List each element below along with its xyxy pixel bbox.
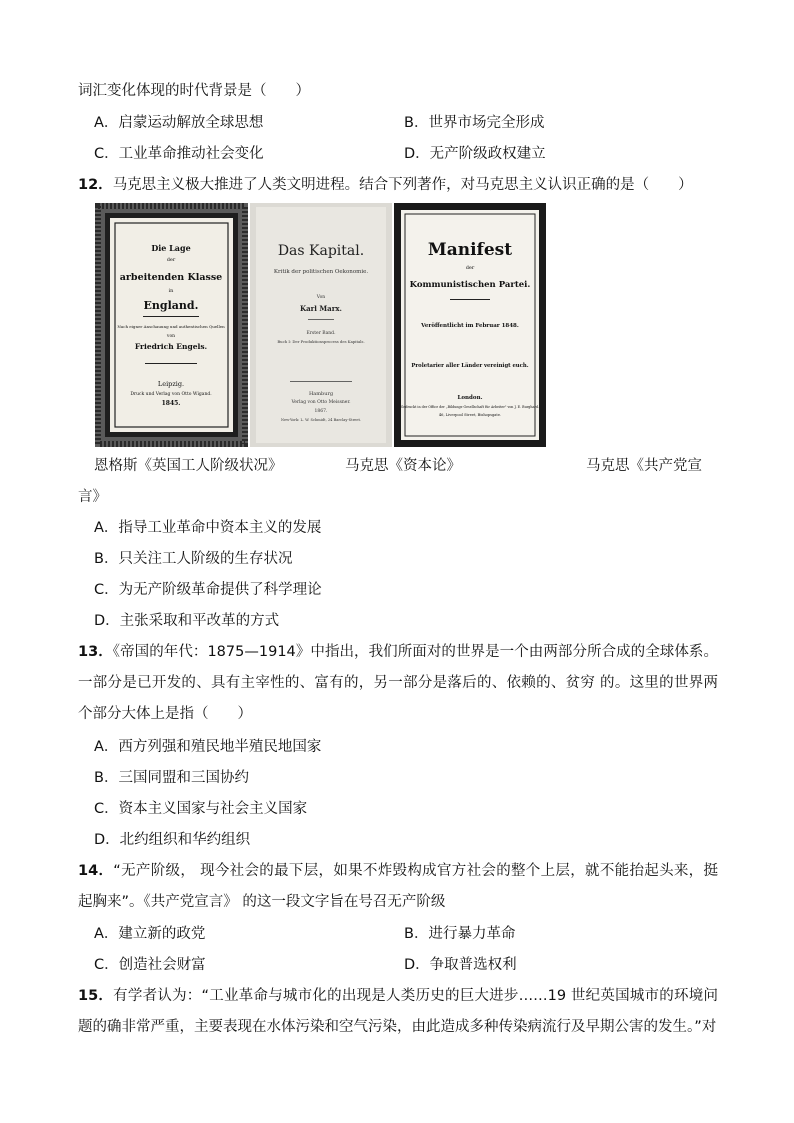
kapital-line-7: Verlag von Otto Meissner. [291,400,351,405]
q12-option-a: A．指导工业革命中资本主义的发展 [94,520,322,536]
kapital-line-0: Das Kapital. [277,243,365,259]
engels-line-5: Nach eigner Anschauung und authentischen Quellen [117,324,225,329]
q14-option-a: A．建立新的政党 [94,926,206,942]
manifest-line-6: Gedruckt in der Office der „Bildungs-Gesellschaft für Arbeiter" von J. E. Burghard. [400,405,540,409]
manifest-line-7: 46, Liverpool Street, Bishopsgate. [438,413,502,417]
manifest-line-5: London. [457,395,483,401]
manifest-line-3: Veröffentlicht im Februar 1848. [421,323,519,329]
q13-option-d: D．北约组织和华约组织 [94,832,251,848]
q11-option-a: A．启蒙运动解放全球思想 [94,115,264,131]
q15-number: 15． [78,988,114,1004]
engels-line-8: Leipzig. [157,380,185,388]
q11-option-c: C．工业革命推动社会变化 [94,146,264,162]
q12-option-b: B．只关注工人阶级的生存状况 [94,551,293,567]
q15-stem [78,981,718,1043]
caption-manifest: 马克思《共产党宣 [586,458,702,474]
q13-stem [78,637,718,730]
engels-line-10: 1845. [161,400,181,407]
manifest-line-0: Manifest [427,240,513,260]
kapital-line-4: Erster Band. [306,331,336,336]
engels-line-0: Die Lage [151,243,191,253]
engels-book-cover [95,203,248,447]
kapital-line-6: Hamburg [308,391,334,397]
q14-option-c: C．创造社会财富 [94,957,206,973]
caption-manifest-wrap: 言》 [78,489,107,505]
q14-stem-text: “无产阶级， 现今社会的最下层，如果不炸毁构成官方社会的整个上层，就不能抬起头来，挺起胸来”。《共产党宣言》 的这一段文字旨在号召无产阶级 [78,863,718,910]
manifest-line-1: der [465,265,475,271]
caption-engels: 恩格斯《英国工人阶级状况》 [94,458,283,474]
q12-stem-text: 马克思主义极大推进了人类文明进程。结合下列著作，对马克思主义认识正确的是（ ） [112,177,693,193]
kapital-line-1: Kritik der politischen Oekonomie. [273,269,369,275]
q13-stem-text: 《帝国的年代：1875—1914》中指出，我们所面对的世界是一个由两部分所合成的全球体系。一部分是已开发的、具有主宰性的、富有的，另一部分是落后的、依赖的、贫穷 的。这里的世界两个部分大体上是指（ ） [78,644,718,722]
q14-option-d: D．争取普选权利 [404,957,517,973]
q12-number: 12． [78,177,113,193]
q13-option-b: B．三国同盟和三国协约 [94,770,249,786]
q13-option-c: C．资本主义国家与社会主义国家 [94,801,308,817]
engels-line-2: arbeitenden Klasse [119,272,223,283]
q14-number: 14． [78,863,114,879]
q13-option-a: A．西方列强和殖民地半殖民地国家 [94,739,322,755]
caption-kapital: 马克思《资本论》 [345,458,461,474]
manifest-book-cover [394,203,546,447]
q11-option-d: D．无产阶级政权建立 [404,146,546,162]
kapital-book-cover [250,203,392,447]
kapital-line-2: Von [316,295,326,300]
kapital-line-3: Karl Marx. [300,304,342,313]
engels-line-9: Druck und Verlag von Otto Wigand. [130,392,212,397]
q11-option-b: B．世界市场完全形成 [404,115,545,131]
q14-stem [78,856,718,918]
q11-stem: 词汇变化体现的时代背景是（ ） [78,83,310,99]
manifest-line-2: Kommunistischen Partei. [409,280,531,290]
q12-option-c: C．为无产阶级革命提供了科学理论 [94,582,322,598]
kapital-line-8: 1867. [314,409,328,414]
kapital-line-5: Buch I: Der Produktionsprocess des Kapitals. [277,339,365,344]
engels-line-7: Friedrich Engels. [134,342,208,351]
engels-line-1: der [166,257,176,263]
q13-number: 13． [78,644,113,660]
q12-stem [78,175,693,195]
engels-line-3: in [168,288,174,294]
q12-option-d: D．主张采取和平改革的方式 [94,613,280,629]
engels-line-6: von [166,334,176,339]
manifest-line-4: Proletarier aller Länder vereinigt euch. [411,363,529,369]
q15-stem-text: 有学者认为：“工业革命与城市化的出现是人类历史的巨大进步……19 世纪英国城市的环境问题的确非常严重，主要表现在水体污染和空气污染，由此造成多种传染病流行及早期公害的发生。”对 [78,988,718,1035]
kapital-line-9: New-York: L. W. Schmidt, 24 Barclay-Street. [280,418,362,422]
q14-option-b: B．进行暴力革命 [404,926,516,942]
engels-line-4: England. [143,299,199,312]
